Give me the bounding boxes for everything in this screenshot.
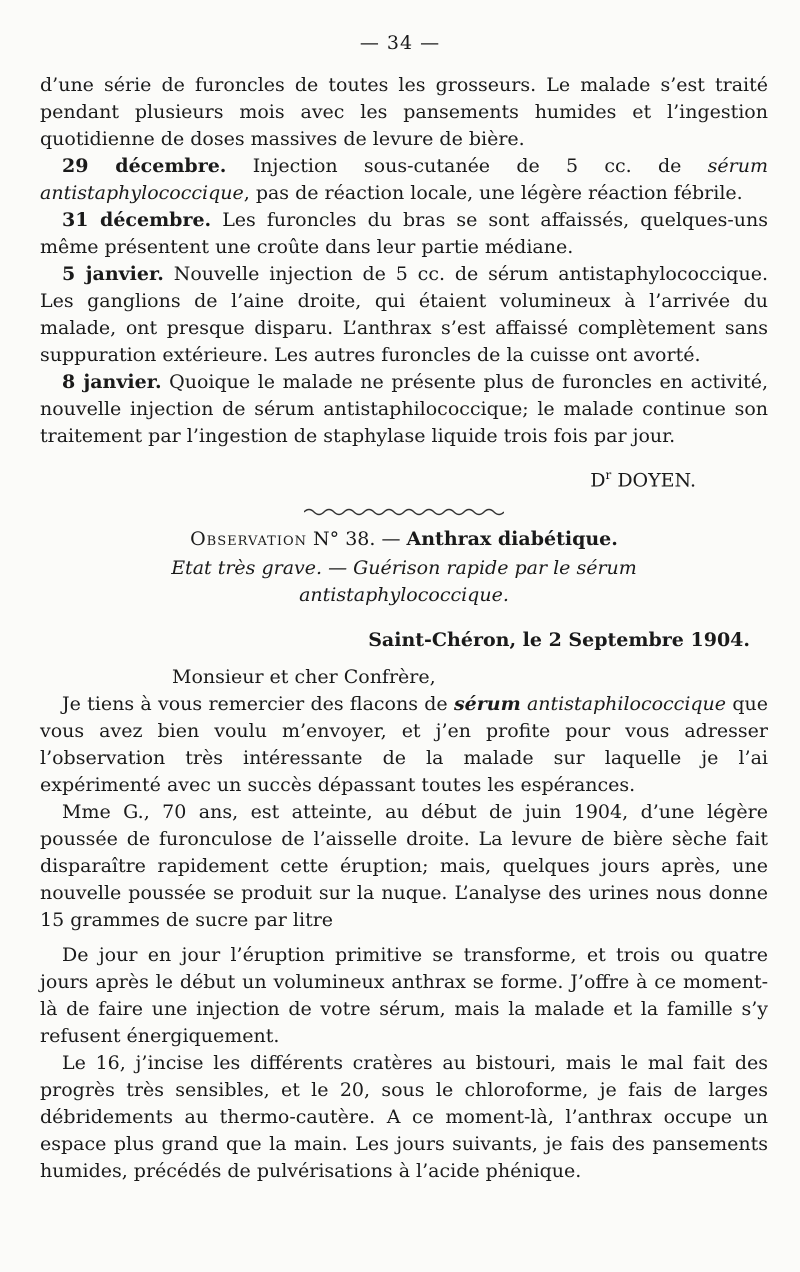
signature-prefix: D xyxy=(590,469,606,492)
letter-text: que vous avez bien voulu m’envoyer, et j’en profite pour vous adresser l’observation très intéressante de la malade sur laquelle je l’ai expérimenté avec un succès dépassant toutes les espérances. xyxy=(40,693,768,797)
letter-italic: antistaphilococcique xyxy=(520,693,727,716)
entry-text: Nouvelle injection de 5 cc. de sérum antistaphylococcique. Les ganglions de l’aine droite, qui étaient volumineux à l’arrivée du malade, ont presque disparu. L’anthrax s’est affaissé complètement sans suppuration extérieure. Les autres furoncles de la cuisse ont avorté. xyxy=(40,263,768,366)
entry-date: 29 décembre. xyxy=(62,155,227,177)
signature-superscript: r xyxy=(605,468,612,482)
observation-number: N° 38. — xyxy=(306,528,407,551)
entry-date: 8 janvier. xyxy=(62,371,162,393)
letter-paragraph-2: Mme G., 70 ans, est atteinte, au début de juin 1904, d’une légère poussée de furonculose de l’aisselle droite. La levure de bière sèche fait disparaître rapidement cette éruption; mais, quelques jours après, une nouvelle poussée se produit sur la nuque. L’analyse des urines nous donne 15 grammes de sucre par litre xyxy=(40,801,768,932)
letter-text: Je tiens à vous remercier des flacons de xyxy=(62,693,454,716)
paragraph-5-january xyxy=(40,261,768,369)
observation-title: Anthrax diabétique. xyxy=(406,528,618,551)
entry-text: , pas de réaction locale, une légère réaction fébrile. xyxy=(243,182,743,204)
paragraph-8-january xyxy=(40,369,768,450)
letter-paragraph-3: De jour en jour l’éruption primitive se transforme, et trois ou quatre jours après le début un volumineux anthrax se forme. J’offre à ce moment-là de faire une injection de votre sérum, mais la malade et la famille s’y refusent énergiquement. xyxy=(40,944,768,1048)
entry-italic: sérum antistaphylococcique xyxy=(40,155,768,204)
letter-paragraph-1 xyxy=(40,691,768,799)
signature xyxy=(40,462,768,494)
paragraph-29-december xyxy=(40,153,768,207)
observation-label: Observation xyxy=(190,528,307,551)
letter-salutation: Monsieur et cher Confrère, xyxy=(172,666,436,689)
signature-name: DOYEN. xyxy=(611,469,696,492)
wavy-divider xyxy=(304,506,504,518)
paragraph-continuation: d’une série de furoncles de toutes les grosseurs. Le malade s’est traité pendant plusieurs mois avec les pansements humides et l’ingestion quotidienne de doses massives de levure de bière. xyxy=(40,74,768,150)
observation-heading xyxy=(40,526,768,553)
letter-paragraph-4: Le 16, j’incise les différents cratères au bistouri, mais le mal fait des progrès très sensibles, et le 20, sous le chloroforme, je fais de larges débridements au thermo-cautère. A ce moment-là, l’anthrax occupe un espace plus grand que la main. Les jours suivants, je fais des pansements humides, précédés de pulvérisations à l’acide phénique. xyxy=(40,1052,768,1183)
entry-date: 31 décembre. xyxy=(62,209,212,231)
letter-dateline: Saint-Chéron, le 2 Septembre 1904. xyxy=(368,629,750,652)
body-text xyxy=(40,72,768,1185)
entry-text: Injection sous-cutanée de 5 cc. de xyxy=(226,155,708,177)
entry-text: Les furoncles du bras se sont affaissés, quelques-uns même présentent une croûte dans leur partie médiane. xyxy=(40,209,768,258)
page-number: — 34 — xyxy=(359,32,441,54)
observation-subtitle: Etat très grave. — Guérison rapide par le sérum antistaphylococcique. xyxy=(171,557,637,607)
paragraph-31-december xyxy=(40,207,768,261)
letter-bold-italic: sérum xyxy=(453,693,521,716)
entry-text: Quoique le malade ne présente plus de furoncles en activité, nouvelle injection de sérum antistaphilococcique; le malade continue son traitement par l’ingestion de staphylase liquide trois fois par jour. xyxy=(40,371,768,447)
entry-date: 5 janvier. xyxy=(62,263,164,285)
